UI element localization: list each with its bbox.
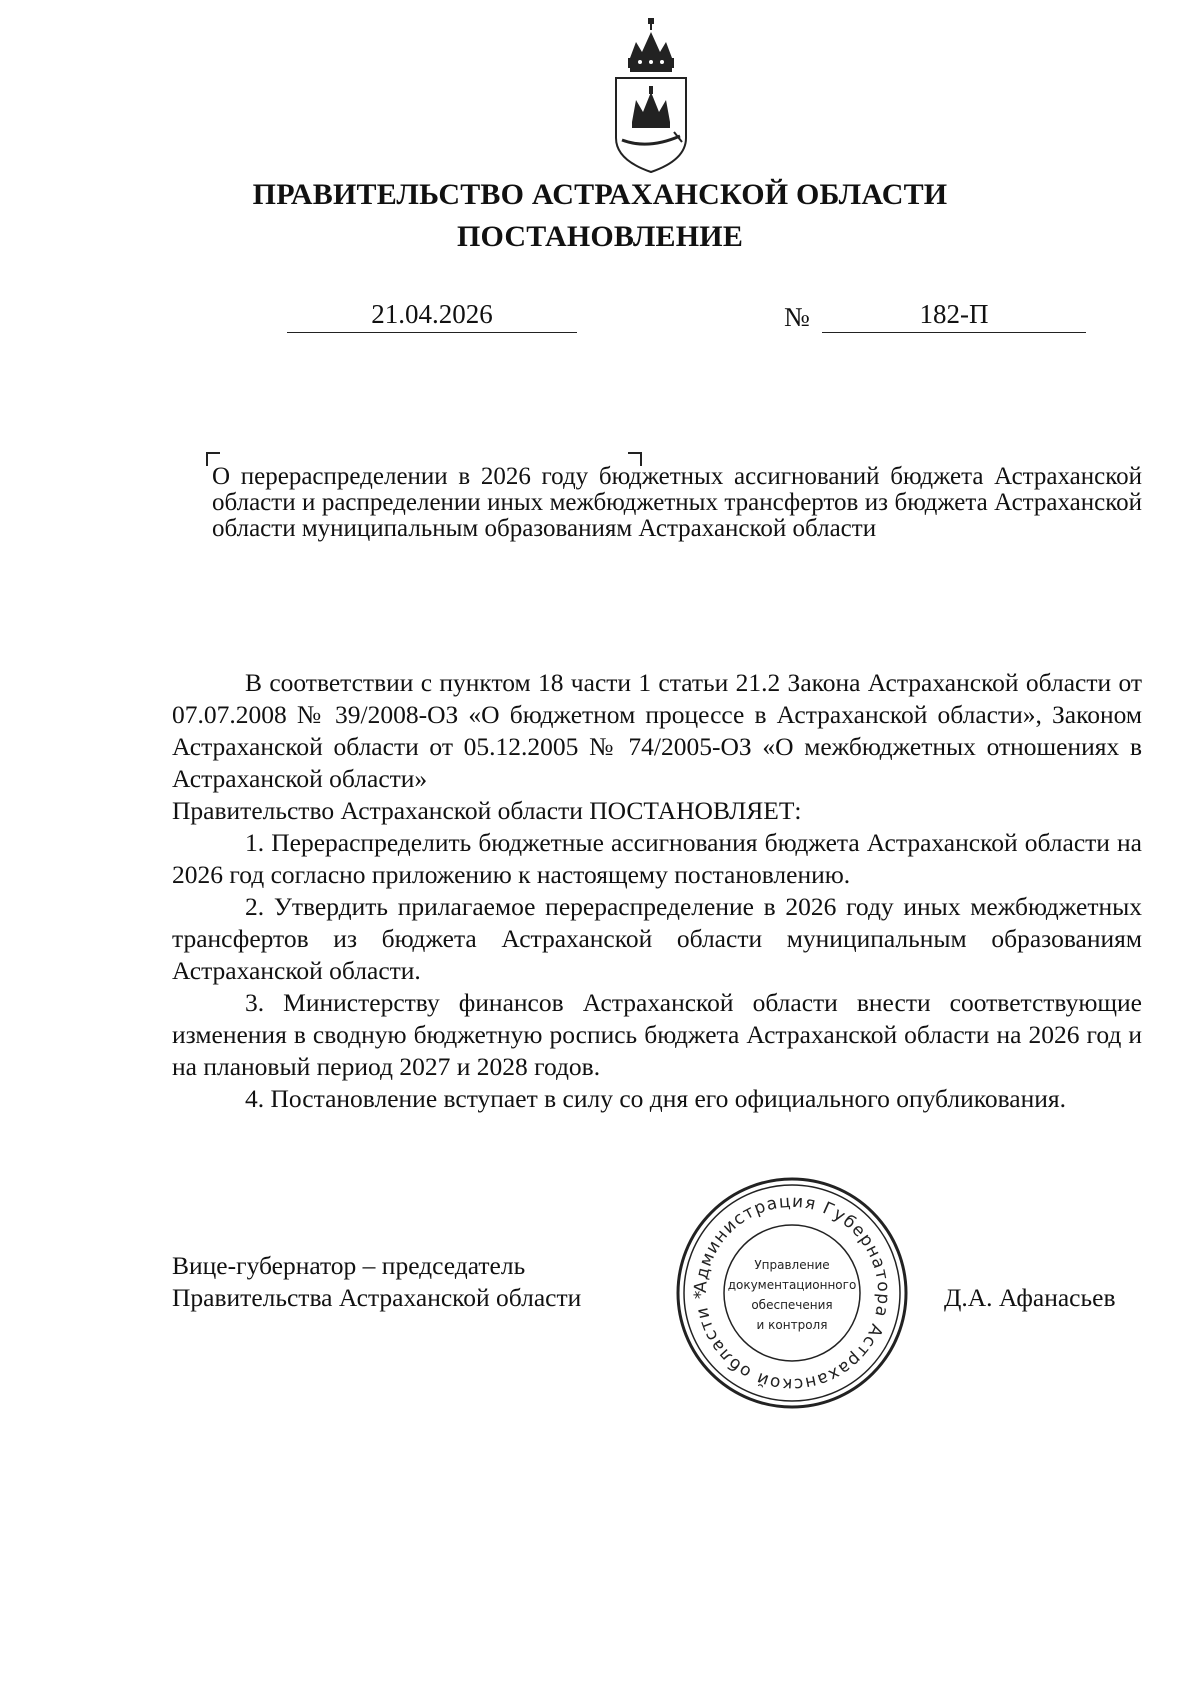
official-seal	[674, 1175, 910, 1411]
resolution-item: 1. Перераспределить бюджетные ассигнования бюджета Астраханской области на 2026 год согласно приложению к настоящему постановлению.	[172, 828, 1142, 889]
number-sign: №	[784, 302, 810, 332]
signer-position-line: Вице-губернатор – председатель	[172, 1251, 526, 1280]
resolution-item: 4. Постановление вступает в силу со дня его официального опубликования.	[245, 1084, 1066, 1113]
seal-center-line: обеспечения	[751, 1298, 833, 1312]
seal-center-line: и контроля	[756, 1318, 828, 1332]
svg-text:Администрация Губернатора Астр	[691, 1192, 893, 1394]
document-body	[172, 667, 1142, 1115]
document-date: 21.04.2026	[287, 296, 577, 333]
government-title: ПРАВИТЕЛЬСТВО АСТРАХАНСКОЙ ОБЛАСТИ	[252, 178, 948, 211]
document-number: 182-П	[822, 296, 1086, 333]
document-type: ПОСТАНОВЛЕНИЕ	[456, 220, 744, 253]
preamble: В соответствии с пунктом 18 части 1 статьи 21.2 Закона Астраханской области от 07.07.2008 № 39/2008-ОЗ «О бюджетном процессе в Астраханской области», Законом Астраханской области от 05.12.2005 № 74/2005-ОЗ «О межбюджетных отношениях в Астраханской области»	[172, 668, 1142, 793]
coat-of-arms-icon	[610, 18, 692, 174]
document-subject: О перераспределении в 2026 году бюджетных ассигнований бюджета Астраханской области и распределении иных межбюджетных трансфертов из бюджета Астраханской области муниципальным образованиям Астраханской области	[212, 463, 1142, 542]
seal-ring-text: Администрация Губернатора Астраханской области *	[690, 1191, 894, 1395]
resolves-line: Правительство Астраханской области ПОСТАНОВЛЯЕТ:	[172, 796, 802, 825]
signer-name: Д.А. Афанасьев	[944, 1283, 1116, 1312]
resolution-item: 2. Утвердить прилагаемое перераспределение в 2026 году иных межбюджетных трансфертов из бюджета Астраханской области муниципальным образованиям Астраханской области.	[172, 892, 1142, 985]
signer-position	[172, 1250, 581, 1314]
signer-position-line: Правительства Астраханской области	[172, 1283, 582, 1312]
resolution-item: 3. Министерству финансов Астраханской области внести соответствующие изменения в сводную бюджетную роспись бюджета Астраханской области на 2026 год и на плановый период 2027 и 2028 годов.	[172, 988, 1142, 1081]
seal-center-line: документационного	[727, 1278, 857, 1292]
seal-center-line: Управление	[754, 1258, 830, 1272]
